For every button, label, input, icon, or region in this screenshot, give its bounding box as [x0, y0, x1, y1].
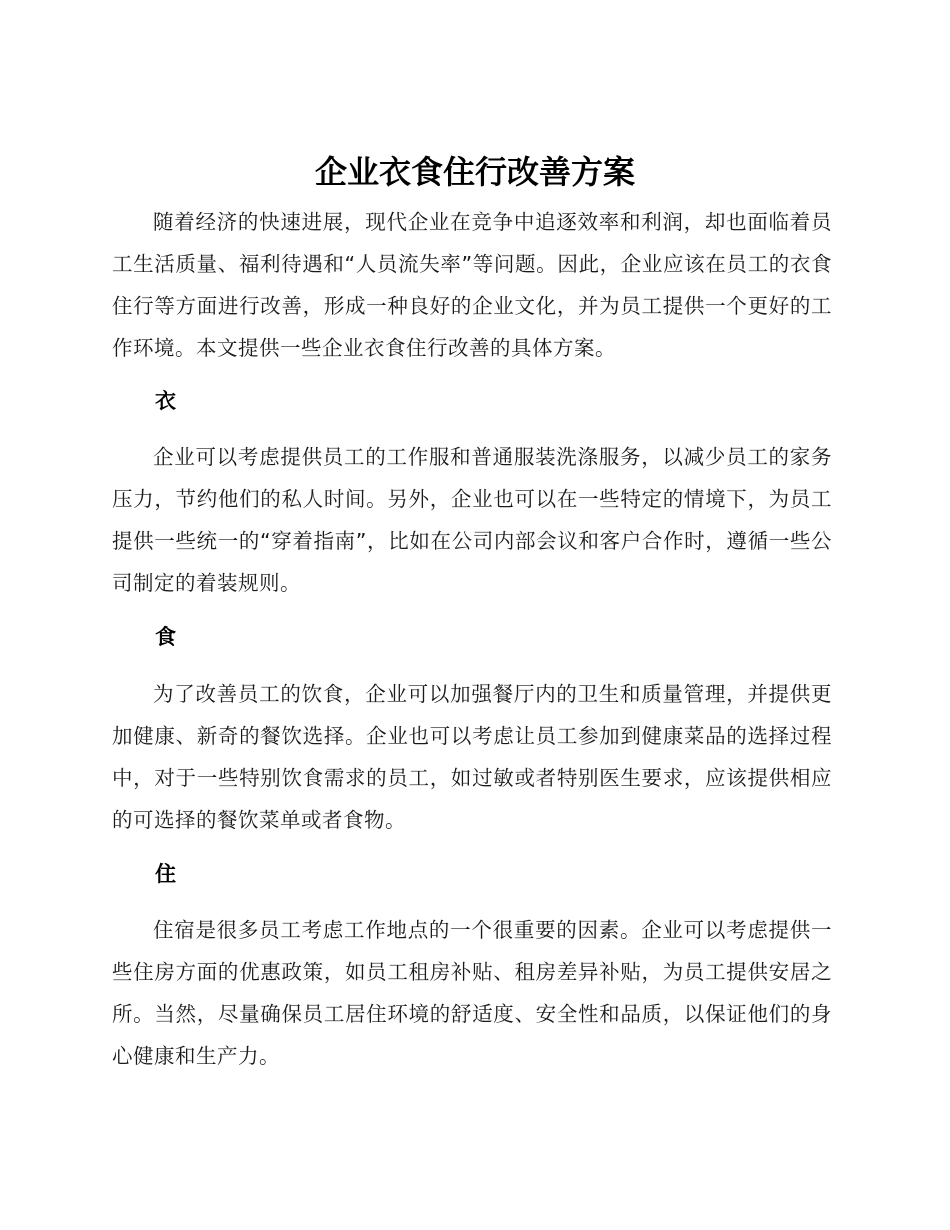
- section-paragraph-clothing: 企业可以考虑提供员工的工作服和普通服装洗涤服务，以减少员工的家务压力，节约他们的私人时间。另外，企业也可以在一些特定的情境下，为员工提供一些统一的“穿着指南”，比如在公司内部会议和客户合作时，遵循一些公司制定的着装规则。: [112, 445, 832, 595]
- section-heading-housing: 住: [155, 862, 176, 886]
- document-title: 企业衣食住行改善方案: [314, 153, 635, 191]
- section-heading-clothing: 衣: [155, 389, 176, 413]
- intro-paragraph: 随着经济的快速进展，现代企业在竞争中追逐效率和利润，却也面临着员工生活质量、福利待遇和“人员流失率”等问题。因此，企业应该在员工的衣食住行等方面进行改善，形成一种良好的企业文化，并为员工提供一个更好的工作环境。本文提供一些企业衣食住行改善的具体方案。: [112, 210, 832, 360]
- section-heading-food: 食: [155, 625, 176, 649]
- section-paragraph-housing: 住宿是很多员工考虑工作地点的一个很重要的因素。企业可以考虑提供一些住房方面的优惠政策，如员工租房补贴、租房差异补贴，为员工提供安居之所。当然，尽量确保员工居住环境的舒适度、安全性和品质，以保证他们的身心健康和生产力。: [112, 918, 832, 1068]
- section-paragraph-food: 为了改善员工的饮食，企业可以加强餐厅内的卫生和质量管理，并提供更加健康、新奇的餐饮选择。企业也可以考虑让员工参加到健康菜品的选择过程中，对于一些特别饮食需求的员工，如过敏或者特别医生要求，应该提供相应的可选择的餐饮菜单或者食物。: [112, 682, 832, 832]
